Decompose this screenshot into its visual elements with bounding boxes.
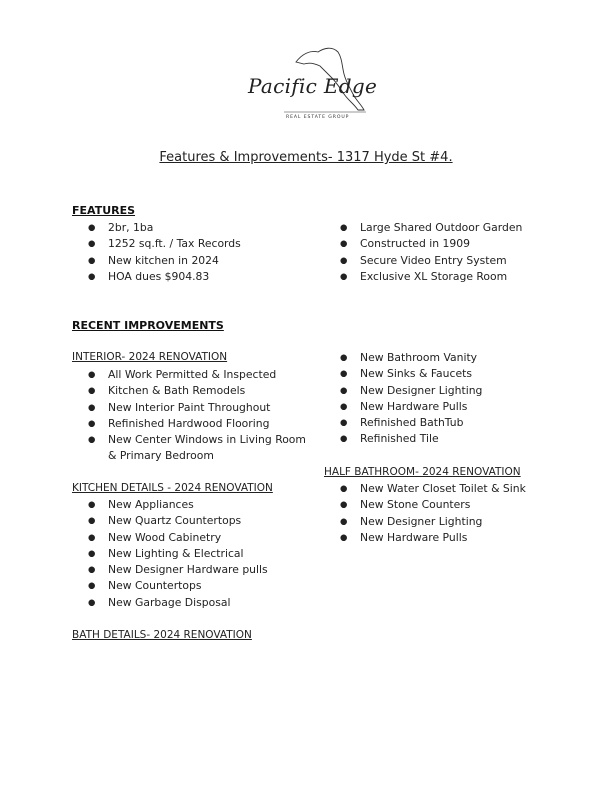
list-item: ● Secure Video Entry System bbox=[324, 253, 584, 269]
list-item: ● New Stone Counters bbox=[324, 497, 584, 513]
list-item: ● New Hardware Pulls bbox=[324, 399, 584, 415]
list-item: ● New Interior Paint Throughout bbox=[72, 400, 312, 416]
page-title: Features & Improvements- 1317 Hyde St #4. bbox=[159, 150, 453, 165]
features-list-left bbox=[72, 220, 312, 285]
half-bath-list bbox=[324, 481, 584, 546]
list-item: ● New kitchen in 2024 bbox=[72, 253, 312, 269]
list-item: ● New Water Closet Toilet & Sink bbox=[324, 481, 584, 497]
list-item: ● 1252 sq.ft. / Tax Records bbox=[72, 236, 312, 252]
bath-list bbox=[324, 350, 584, 448]
list-item: ● New Designer Hardware pulls bbox=[72, 562, 312, 578]
interior-list bbox=[72, 367, 312, 465]
list-item: ● Refinished Hardwood Flooring bbox=[72, 416, 312, 432]
list-item: ● Refinished Tile bbox=[324, 431, 584, 447]
list-item: ● New Quartz Countertops bbox=[72, 513, 312, 529]
features-list-right bbox=[324, 220, 584, 285]
logo-subtitle: REAL ESTATE GROUP bbox=[286, 115, 350, 120]
company-logo bbox=[244, 44, 378, 128]
list-item: ● 2br, 1ba bbox=[72, 220, 312, 236]
list-item: ● Exclusive XL Storage Room bbox=[324, 269, 584, 285]
list-item: ● New Center Windows in Living Room & Primary Bedroom bbox=[72, 432, 312, 465]
features-heading: FEATURES bbox=[72, 204, 136, 217]
kitchen-list bbox=[72, 497, 312, 611]
list-item: ● New Lighting & Electrical bbox=[72, 546, 312, 562]
list-item: ● New Sinks & Faucets bbox=[324, 366, 584, 382]
list-item: ● Constructed in 1909 bbox=[324, 236, 584, 252]
list-item: ● New Appliances bbox=[72, 497, 312, 513]
list-item: ● New Bathroom Vanity bbox=[324, 350, 584, 366]
list-item: ● Refinished BathTub bbox=[324, 415, 584, 431]
list-item: ● All Work Permitted & Inspected bbox=[72, 367, 312, 383]
list-item: ● New Designer Lighting bbox=[324, 383, 584, 399]
list-item: ● New Designer Lighting bbox=[324, 514, 584, 530]
list-item: ● New Hardware Pulls bbox=[324, 530, 584, 546]
list-item: ● HOA dues $904.83 bbox=[72, 269, 312, 285]
list-item: ● New Wood Cabinetry bbox=[72, 530, 312, 546]
list-item: ● Large Shared Outdoor Garden bbox=[324, 220, 584, 236]
logo-script-text: Pacific Edge bbox=[248, 74, 378, 98]
list-item: ● Kitchen & Bath Remodels bbox=[72, 383, 312, 399]
kitchen-heading: KITCHEN DETAILS - 2024 RENOVATION bbox=[72, 482, 273, 494]
improvements-heading: RECENT IMPROVEMENTS bbox=[72, 319, 224, 332]
interior-heading: INTERIOR- 2024 RENOVATION bbox=[72, 351, 228, 363]
half-bath-heading: HALF BATHROOM- 2024 RENOVATION bbox=[324, 466, 521, 478]
list-item: ● New Countertops bbox=[72, 578, 312, 594]
bath-heading: BATH DETAILS- 2024 RENOVATION bbox=[72, 629, 252, 641]
list-item: ● New Garbage Disposal bbox=[72, 595, 312, 611]
